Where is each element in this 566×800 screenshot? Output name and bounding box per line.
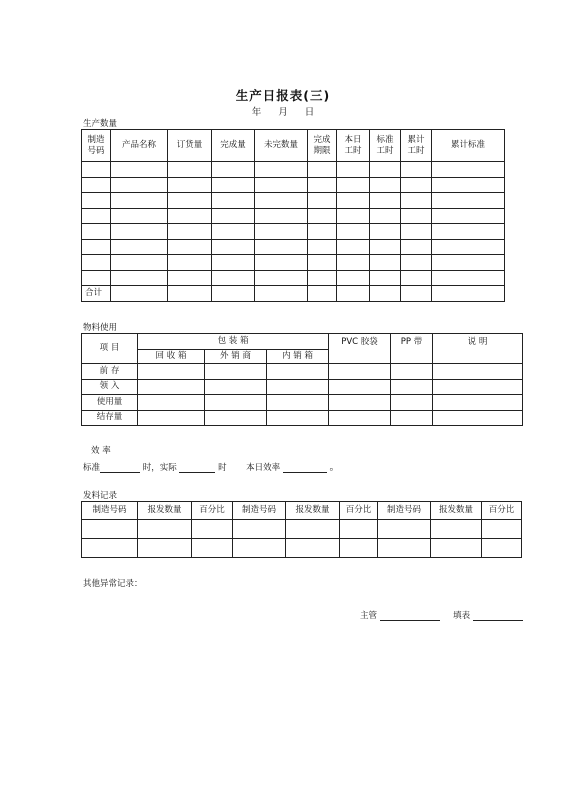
materials-cell[interactable] xyxy=(267,395,329,411)
materials-row-label: 领 入 xyxy=(82,379,138,395)
production-header-cell: 完成 期限 xyxy=(308,130,337,162)
standard-hours-blank[interactable] xyxy=(100,462,140,473)
production-cell[interactable] xyxy=(82,162,111,178)
production-cell[interactable] xyxy=(168,162,212,178)
materials-row xyxy=(82,395,523,411)
production-cell[interactable] xyxy=(111,224,168,240)
production-cell[interactable] xyxy=(255,193,308,209)
actual-hours-blank[interactable] xyxy=(179,462,215,473)
production-header-cell: 累计标准 xyxy=(432,130,505,162)
production-cell[interactable] xyxy=(168,270,212,286)
filled-by-signature-blank[interactable] xyxy=(473,610,523,621)
materials-cell[interactable] xyxy=(267,364,329,380)
dispatch-header-cell: 百分比 xyxy=(192,502,233,520)
materials-cell[interactable] xyxy=(138,410,205,426)
dispatch-header-cell: 百分比 xyxy=(482,502,522,520)
production-cell[interactable] xyxy=(432,255,505,271)
production-cell[interactable] xyxy=(82,270,111,286)
production-header-cell: 标准 工时 xyxy=(370,130,401,162)
dispatch-cell[interactable] xyxy=(286,520,340,539)
dispatch-row xyxy=(82,539,522,558)
efficiency-daily-label: 本日效率 xyxy=(246,463,281,473)
dispatch-cell[interactable] xyxy=(192,520,233,539)
production-total-cell[interactable] xyxy=(212,286,255,302)
production-cell[interactable] xyxy=(401,270,432,286)
dispatch-cell[interactable] xyxy=(82,520,138,539)
production-row xyxy=(82,162,505,178)
dispatch-cell[interactable] xyxy=(192,539,233,558)
materials-subheader: 外 销 商 xyxy=(205,350,267,364)
production-header-cell: 累计 工时 xyxy=(401,130,432,162)
dispatch-header-row xyxy=(82,502,522,520)
production-total-row xyxy=(82,286,505,302)
production-row xyxy=(82,255,505,271)
production-cell[interactable] xyxy=(82,239,111,255)
efficiency-heading: 效 率 xyxy=(91,446,111,456)
production-cell[interactable] xyxy=(212,208,255,224)
materials-cell[interactable] xyxy=(205,364,267,380)
materials-header-packaging: 包 装 箱 xyxy=(138,334,329,350)
production-header-cell: 未完数量 xyxy=(255,130,308,162)
production-total-cell[interactable] xyxy=(337,286,370,302)
production-cell[interactable] xyxy=(111,239,168,255)
production-cell[interactable] xyxy=(111,270,168,286)
production-cell[interactable] xyxy=(370,193,401,209)
production-total-label: 合计 xyxy=(82,286,111,302)
production-cell[interactable] xyxy=(337,239,370,255)
materials-cell[interactable] xyxy=(433,395,523,411)
materials-subheader: 内 销 箱 xyxy=(267,350,329,364)
production-total-cell[interactable] xyxy=(308,286,337,302)
production-cell[interactable] xyxy=(370,208,401,224)
document-title: 生产日报表(三) xyxy=(235,88,331,103)
production-cell[interactable] xyxy=(337,177,370,193)
materials-cell[interactable] xyxy=(329,410,391,426)
production-section-label: 生产数量 xyxy=(83,119,118,129)
materials-cell[interactable] xyxy=(267,410,329,426)
production-cell[interactable] xyxy=(337,162,370,178)
production-cell[interactable] xyxy=(401,239,432,255)
materials-row xyxy=(82,379,523,395)
production-cell[interactable] xyxy=(168,239,212,255)
production-cell[interactable] xyxy=(432,162,505,178)
efficiency-standard-label: 标准 xyxy=(83,463,101,473)
production-cell[interactable] xyxy=(255,270,308,286)
materials-cell[interactable] xyxy=(391,364,433,380)
materials-cell[interactable] xyxy=(138,364,205,380)
dispatch-header-cell: 报发数量 xyxy=(431,502,482,520)
filled-by-label: 填表 xyxy=(453,611,471,621)
materials-row-label: 结存量 xyxy=(82,410,138,426)
materials-cell[interactable] xyxy=(329,379,391,395)
production-cell[interactable] xyxy=(255,255,308,271)
production-cell[interactable] xyxy=(212,224,255,240)
materials-cell[interactable] xyxy=(138,379,205,395)
materials-cell[interactable] xyxy=(391,379,433,395)
production-cell[interactable] xyxy=(401,177,432,193)
materials-cell[interactable] xyxy=(329,395,391,411)
date-line: 年 月 日 xyxy=(251,107,315,118)
materials-cell[interactable] xyxy=(205,410,267,426)
production-row xyxy=(82,208,505,224)
production-row xyxy=(82,239,505,255)
production-cell[interactable] xyxy=(212,255,255,271)
production-cell[interactable] xyxy=(308,162,337,178)
production-cell[interactable] xyxy=(255,239,308,255)
dispatch-header-cell: 制造号码 xyxy=(82,502,138,520)
production-cell[interactable] xyxy=(337,208,370,224)
materials-cell[interactable] xyxy=(205,379,267,395)
production-cell[interactable] xyxy=(168,255,212,271)
supervisor-signature-blank[interactable] xyxy=(380,610,440,621)
production-cell[interactable] xyxy=(432,208,505,224)
other-abnormal-records-label: 其他异常记录： xyxy=(83,579,143,589)
production-cell[interactable] xyxy=(370,255,401,271)
materials-row xyxy=(82,364,523,380)
production-cell[interactable] xyxy=(168,224,212,240)
production-cell[interactable] xyxy=(168,193,212,209)
production-cell[interactable] xyxy=(401,162,432,178)
dispatch-cell[interactable] xyxy=(431,539,482,558)
materials-cell[interactable] xyxy=(138,395,205,411)
efficiency-hours-label: 时 xyxy=(218,463,227,473)
production-cell[interactable] xyxy=(401,255,432,271)
dispatch-cell[interactable] xyxy=(431,520,482,539)
production-cell[interactable] xyxy=(255,224,308,240)
production-cell[interactable] xyxy=(82,224,111,240)
production-header-cell: 完成量 xyxy=(212,130,255,162)
production-cell[interactable] xyxy=(337,255,370,271)
dispatch-cell[interactable] xyxy=(138,539,192,558)
production-cell[interactable] xyxy=(82,208,111,224)
materials-header-pp: PP 带 xyxy=(391,334,433,364)
dispatch-header-cell: 报发数量 xyxy=(138,502,192,520)
production-row xyxy=(82,177,505,193)
materials-header-pvc: PVC 胶袋 xyxy=(329,334,391,364)
production-cell[interactable] xyxy=(401,208,432,224)
production-cell[interactable] xyxy=(432,193,505,209)
production-header-cell: 订货量 xyxy=(168,130,212,162)
dispatch-cell[interactable] xyxy=(233,539,286,558)
dispatch-cell[interactable] xyxy=(378,520,431,539)
dispatch-cell[interactable] xyxy=(340,520,378,539)
production-cell[interactable] xyxy=(308,224,337,240)
dispatch-cell[interactable] xyxy=(482,520,522,539)
dispatch-cell[interactable] xyxy=(233,520,286,539)
production-cell[interactable] xyxy=(370,224,401,240)
production-cell[interactable] xyxy=(255,162,308,178)
production-cell[interactable] xyxy=(337,270,370,286)
supervisor-label: 主管 xyxy=(360,611,378,621)
materials-header-item: 项 目 xyxy=(82,334,138,364)
materials-cell[interactable] xyxy=(433,410,523,426)
production-cell[interactable] xyxy=(111,177,168,193)
materials-cell[interactable] xyxy=(391,410,433,426)
production-cell[interactable] xyxy=(370,162,401,178)
dispatch-cell[interactable] xyxy=(138,520,192,539)
materials-cell[interactable] xyxy=(329,364,391,380)
materials-row-label: 使用量 xyxy=(82,395,138,411)
production-total-cell[interactable] xyxy=(111,286,168,302)
production-cell[interactable] xyxy=(255,208,308,224)
production-cell[interactable] xyxy=(168,177,212,193)
materials-cell[interactable] xyxy=(391,395,433,411)
production-cell[interactable] xyxy=(82,193,111,209)
production-cell[interactable] xyxy=(337,224,370,240)
efficiency-line xyxy=(83,458,339,473)
production-cell[interactable] xyxy=(432,239,505,255)
dispatch-cell[interactable] xyxy=(482,539,522,558)
dispatch-header-cell: 报发数量 xyxy=(286,502,340,520)
production-cell[interactable] xyxy=(111,162,168,178)
dispatch-section-label: 发料记录 xyxy=(83,491,118,501)
daily-efficiency-blank[interactable] xyxy=(283,462,327,473)
production-cell[interactable] xyxy=(212,193,255,209)
efficiency-hours-actual-label: 时，实际 xyxy=(142,463,177,473)
dispatch-cell[interactable] xyxy=(82,539,138,558)
production-cell[interactable] xyxy=(212,162,255,178)
production-cell[interactable] xyxy=(212,177,255,193)
production-cell[interactable] xyxy=(308,177,337,193)
production-cell[interactable] xyxy=(212,270,255,286)
production-cell[interactable] xyxy=(432,270,505,286)
production-cell[interactable] xyxy=(337,193,370,209)
production-total-cell[interactable] xyxy=(168,286,212,302)
materials-cell[interactable] xyxy=(205,395,267,411)
production-cell[interactable] xyxy=(308,239,337,255)
production-cell[interactable] xyxy=(370,239,401,255)
dispatch-cell[interactable] xyxy=(340,539,378,558)
production-cell[interactable] xyxy=(255,177,308,193)
production-cell[interactable] xyxy=(308,193,337,209)
production-cell[interactable] xyxy=(432,177,505,193)
dispatch-header-cell: 百分比 xyxy=(340,502,378,520)
materials-row xyxy=(82,410,523,426)
dispatch-row xyxy=(82,520,522,539)
production-total-cell[interactable] xyxy=(255,286,308,302)
dispatch-header-cell: 制造号码 xyxy=(233,502,286,520)
production-cell[interactable] xyxy=(308,208,337,224)
production-cell[interactable] xyxy=(308,270,337,286)
production-cell[interactable] xyxy=(82,255,111,271)
dispatch-table xyxy=(81,501,522,558)
production-total-cell[interactable] xyxy=(401,286,432,302)
production-header-cell: 本日 工时 xyxy=(337,130,370,162)
materials-section-label: 物料使用 xyxy=(83,323,118,333)
production-cell[interactable] xyxy=(432,224,505,240)
production-cell[interactable] xyxy=(401,224,432,240)
production-cell[interactable] xyxy=(308,255,337,271)
production-total-cell[interactable] xyxy=(370,286,401,302)
materials-subheader: 回 收 箱 xyxy=(138,350,205,364)
production-total-cell[interactable] xyxy=(432,286,505,302)
production-cell[interactable] xyxy=(111,208,168,224)
production-cell[interactable] xyxy=(82,177,111,193)
signature-line xyxy=(360,609,523,621)
dispatch-cell[interactable] xyxy=(286,539,340,558)
production-row xyxy=(82,270,505,286)
production-cell[interactable] xyxy=(111,255,168,271)
production-cell[interactable] xyxy=(111,193,168,209)
materials-header-note: 说 明 xyxy=(433,334,523,364)
materials-cell[interactable] xyxy=(433,379,523,395)
production-table xyxy=(81,129,505,302)
production-cell[interactable] xyxy=(401,193,432,209)
production-cell[interactable] xyxy=(168,208,212,224)
production-cell[interactable] xyxy=(370,270,401,286)
materials-table xyxy=(81,333,523,426)
dispatch-cell[interactable] xyxy=(378,539,431,558)
production-header-cell: 产品名称 xyxy=(111,130,168,162)
production-cell[interactable] xyxy=(370,177,401,193)
production-header-cell: 制造 号码 xyxy=(82,130,111,162)
dispatch-header-cell: 制造号码 xyxy=(378,502,431,520)
materials-row-label: 前 存 xyxy=(82,364,138,380)
materials-cell[interactable] xyxy=(433,364,523,380)
production-cell[interactable] xyxy=(212,239,255,255)
production-header-row xyxy=(82,130,505,162)
production-row xyxy=(82,224,505,240)
efficiency-period: 。 xyxy=(329,462,340,473)
production-row xyxy=(82,193,505,209)
materials-cell[interactable] xyxy=(267,379,329,395)
